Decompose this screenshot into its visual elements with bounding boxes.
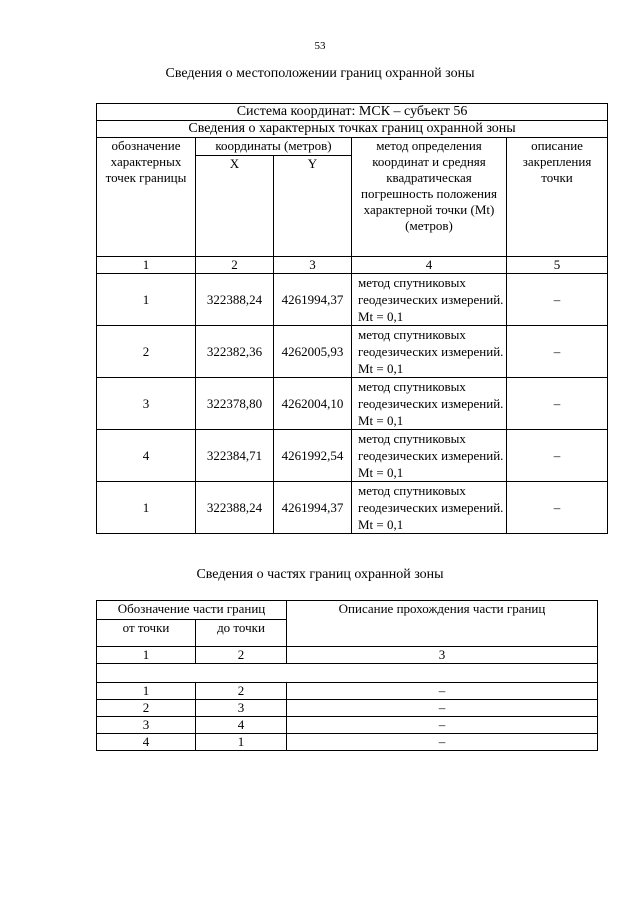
to-point-cell: 1 [196, 734, 287, 751]
coord-system-row [97, 104, 608, 121]
description-cell: – [507, 326, 608, 378]
description-cell: – [507, 482, 608, 534]
y-cell: 4261994,37 [274, 274, 352, 326]
header-row-1 [97, 138, 608, 156]
table-row [97, 734, 598, 751]
header-designation: обозначение характерных точек границы [97, 138, 196, 257]
col-num-1: 1 [97, 257, 196, 274]
boundary-points-table [96, 103, 608, 534]
to-point-cell: 3 [196, 700, 287, 717]
header-description: описание закрепления точки [507, 138, 608, 257]
parts-spacer-row [97, 664, 598, 683]
y-cell: 4262005,93 [274, 326, 352, 378]
from-point-cell: 3 [97, 717, 196, 734]
section-title-location: Сведения о местоположении границ охранной зоны [165, 66, 475, 81]
description-cell: – [507, 274, 608, 326]
point-cell: 1 [97, 482, 196, 534]
parts-header-row-1 [97, 601, 598, 620]
parts-col-num-3: 3 [287, 647, 598, 664]
to-point-cell: 4 [196, 717, 287, 734]
table-row [97, 683, 598, 700]
x-cell: 322384,71 [196, 430, 274, 482]
x-cell: 322388,24 [196, 482, 274, 534]
header-to-point: до точки [196, 620, 287, 647]
section-title-parts: Сведения о частях границ охранной зоны [196, 567, 444, 582]
y-cell: 4261994,37 [274, 482, 352, 534]
method-cell: метод спутниковых геодезических измерений. Mt = 0,1 [352, 274, 507, 326]
col-num-3: 3 [274, 257, 352, 274]
table-row [97, 378, 608, 430]
x-cell: 322382,36 [196, 326, 274, 378]
points-title-cell: Сведения о характерных точках границ охранной зоны [97, 121, 608, 138]
parts-column-numbers-row [97, 647, 598, 664]
col-num-2: 2 [196, 257, 274, 274]
col-num-4: 4 [352, 257, 507, 274]
from-point-cell: 4 [97, 734, 196, 751]
table-row [97, 326, 608, 378]
table-row [97, 482, 608, 534]
point-cell: 4 [97, 430, 196, 482]
header-method: метод определения координат и средняя квадратическая погрешность положения характерной точки (Mt) (метров) [352, 138, 507, 257]
point-cell: 3 [97, 378, 196, 430]
coord-system-cell: Система координат: МСК – субъект 56 [97, 104, 608, 121]
point-cell: 1 [97, 274, 196, 326]
points-title-row [97, 121, 608, 138]
table-row [97, 274, 608, 326]
x-cell: 322378,80 [196, 378, 274, 430]
header-part-description: Описание прохождения части границ [287, 601, 598, 647]
col-num-5: 5 [507, 257, 608, 274]
method-cell: метод спутниковых геодезических измерений. Mt = 0,1 [352, 378, 507, 430]
y-cell: 4262004,10 [274, 378, 352, 430]
x-cell: 322388,24 [196, 274, 274, 326]
method-cell: метод спутниковых геодезических измерений. Mt = 0,1 [352, 482, 507, 534]
header-y: Y [274, 156, 352, 257]
boundary-parts-table [96, 600, 598, 751]
y-cell: 4261992,54 [274, 430, 352, 482]
point-cell: 2 [97, 326, 196, 378]
page-number: 53 [314, 40, 326, 52]
to-point-cell: 2 [196, 683, 287, 700]
from-point-cell: 1 [97, 683, 196, 700]
column-numbers-row [97, 257, 608, 274]
description-cell: – [507, 430, 608, 482]
table-row [97, 430, 608, 482]
part-description-cell: – [287, 734, 598, 751]
header-coordinates: координаты (метров) [196, 138, 352, 156]
part-description-cell: – [287, 700, 598, 717]
part-description-cell: – [287, 717, 598, 734]
header-part-designation: Обозначение части границ [97, 601, 287, 620]
method-cell: метод спутниковых геодезических измерений. Mt = 0,1 [352, 430, 507, 482]
header-x: X [196, 156, 274, 257]
method-cell: метод спутниковых геодезических измерений. Mt = 0,1 [352, 326, 507, 378]
header-from-point: от точки [97, 620, 196, 647]
parts-col-num-1: 1 [97, 647, 196, 664]
part-description-cell: – [287, 683, 598, 700]
parts-spacer-cell [97, 664, 598, 683]
table-row [97, 700, 598, 717]
table-row [97, 717, 598, 734]
from-point-cell: 2 [97, 700, 196, 717]
description-cell: – [507, 378, 608, 430]
parts-col-num-2: 2 [196, 647, 287, 664]
